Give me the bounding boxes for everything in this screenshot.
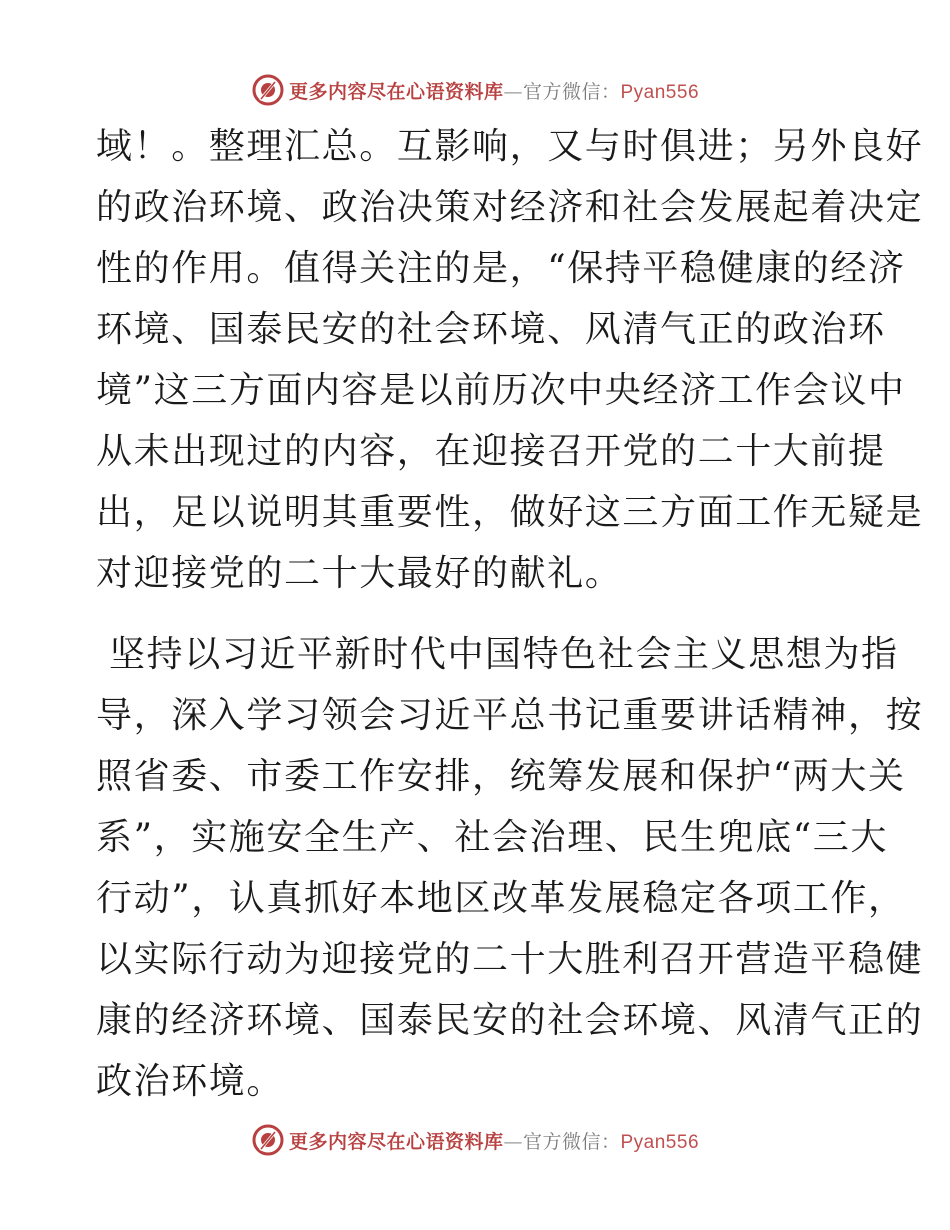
banner-wechat-id: Pyan556 bbox=[620, 81, 700, 103]
paragraph-1 bbox=[96, 116, 924, 604]
footer-banner bbox=[0, 1120, 950, 1160]
text-line: 导，深入学习领会习近平总书记重要讲话精神，按 bbox=[96, 695, 924, 736]
paragraph-2 bbox=[96, 624, 924, 1112]
banner-wechat-label: 官方微信： bbox=[522, 1130, 621, 1153]
text-line: 环境、国泰民安的社会环境、风清气正的政治环 bbox=[96, 309, 886, 350]
logo-icon bbox=[251, 1123, 285, 1157]
banner-title: 更多内容尽在心语资料库 bbox=[288, 1130, 504, 1153]
text-line: 系”，实施安全生产、社会治理、民生兜底“三大 bbox=[96, 817, 889, 858]
text-line: 从未出现过的内容，在迎接召开党的二十大前提 bbox=[96, 431, 886, 472]
banner-wechat-id: Pyan556 bbox=[620, 1131, 700, 1153]
text-line: 域！。整理汇总。互影响，又与时俱进；另外良好 bbox=[96, 126, 924, 167]
text-line: 政治环境。 bbox=[96, 1061, 285, 1102]
banner-title: 更多内容尽在心语资料库 bbox=[288, 80, 504, 103]
banner-wechat-label: 官方微信： bbox=[522, 80, 621, 103]
text-line: 照省委、市委工作安排，统筹发展和保护“两大关 bbox=[96, 756, 906, 797]
text-line: 出，足以说明其重要性，做好这三方面工作无疑是 bbox=[96, 492, 924, 533]
text-line: 的政治环境、政治决策对经济和社会发展起着决定 bbox=[96, 187, 924, 228]
text-line: 行动”，认真抓好本地区改革发展稳定各项工作， bbox=[96, 878, 906, 919]
text-line: 康的经济环境、国泰民安的社会环境、风清气正的 bbox=[96, 1000, 924, 1041]
text-line: 境”这三方面内容是以前历次中央经济工作会议中 bbox=[96, 370, 906, 411]
body-text bbox=[96, 116, 924, 1112]
text-line: 性的作用。值得关注的是，“保持平稳健康的经济 bbox=[96, 248, 906, 289]
banner-dash: — bbox=[503, 1130, 523, 1153]
banner-text bbox=[289, 77, 699, 104]
text-line: 以实际行动为迎接党的二十大胜利召开营造平稳健 bbox=[96, 939, 924, 980]
logo-icon bbox=[251, 73, 285, 107]
text-line: 对迎接党的二十大最好的献礼。 bbox=[96, 553, 623, 594]
banner-text bbox=[289, 1127, 699, 1154]
text-line: 坚持以习近平新时代中国特色社会主义思想为指 bbox=[96, 634, 899, 675]
header-banner bbox=[0, 70, 950, 110]
banner-dash: — bbox=[503, 80, 523, 103]
